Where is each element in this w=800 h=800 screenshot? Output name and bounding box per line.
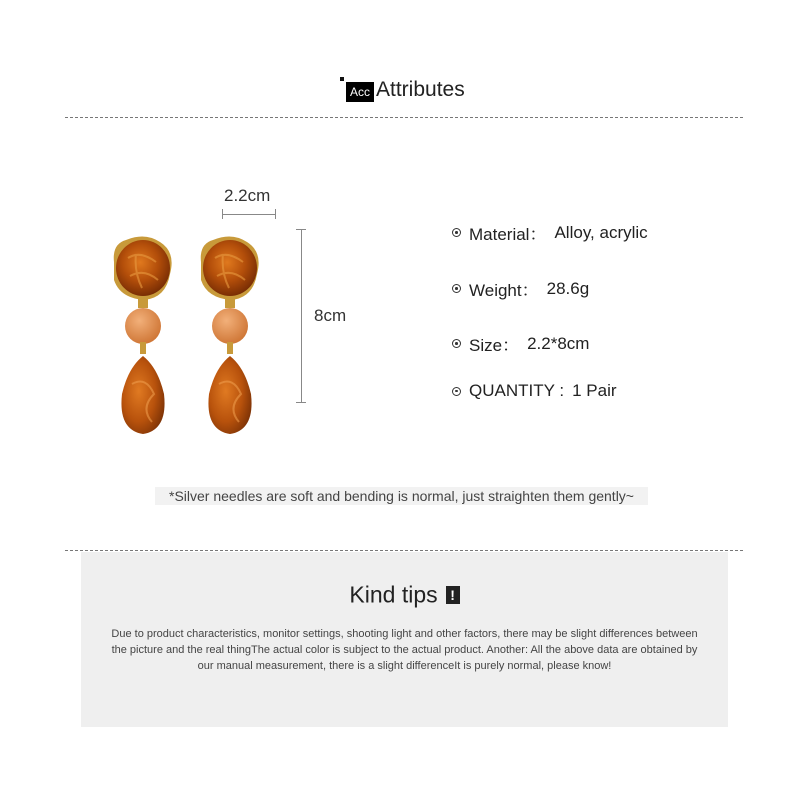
section-title: Attributes <box>376 78 465 101</box>
attribute-value: 2.2*8cm <box>527 333 590 353</box>
bullet-circle-icon <box>452 339 461 348</box>
care-note: *Silver needles are soft and bending is normal, just straighten them gently~ <box>155 487 648 505</box>
attribute-label: QUANTITY : <box>469 381 565 400</box>
height-dimension-cap-top <box>296 229 306 230</box>
earring-right <box>201 236 259 434</box>
attribute-material <box>452 220 648 245</box>
kind-tips-body: Due to product characteristics, monitor settings, shooting light and other factors, there may be slight differences between the picture and the real thingThe actual color is subject to the actual product. Another: All the above data are obtained by our manual measurement, there is a slight differenceIt is purely normal, please know! <box>111 628 698 672</box>
height-dimension-cap-bottom <box>296 402 306 403</box>
divider-bottom <box>65 550 743 551</box>
earring-left <box>114 236 172 434</box>
kind-tips-panel <box>81 552 728 727</box>
kind-tips-heading <box>81 580 728 608</box>
attribute-weight <box>452 276 589 301</box>
attribute-quantity <box>452 381 617 401</box>
bullet-circle-icon <box>452 284 461 293</box>
width-dimension-label: 2.2cm <box>224 186 271 205</box>
section-header <box>0 72 800 112</box>
attribute-label: Size： <box>469 336 520 355</box>
attribute-label: Weight： <box>469 281 539 300</box>
attribute-size <box>452 331 589 356</box>
earrings-image <box>100 180 340 450</box>
width-dimension-line <box>222 214 275 215</box>
bullet-circle-icon <box>452 387 461 396</box>
header-badge: Acc <box>346 82 374 102</box>
header-dot <box>340 77 344 81</box>
kind-tips-title: Kind tips <box>349 581 438 608</box>
height-dimension-line <box>301 229 302 402</box>
divider-top <box>65 117 743 118</box>
attribute-label: Material： <box>469 225 547 244</box>
width-dimension-cap-left <box>222 209 223 219</box>
bullet-circle-icon <box>452 228 461 237</box>
attribute-value: 1 Pair <box>572 381 617 400</box>
exclamation-icon: ! <box>446 586 460 604</box>
height-dimension-label: 8cm <box>314 306 347 325</box>
attribute-value: 28.6g <box>546 278 590 298</box>
attribute-value: Alloy, acrylic <box>554 222 648 242</box>
width-dimension-cap-right <box>275 209 276 219</box>
